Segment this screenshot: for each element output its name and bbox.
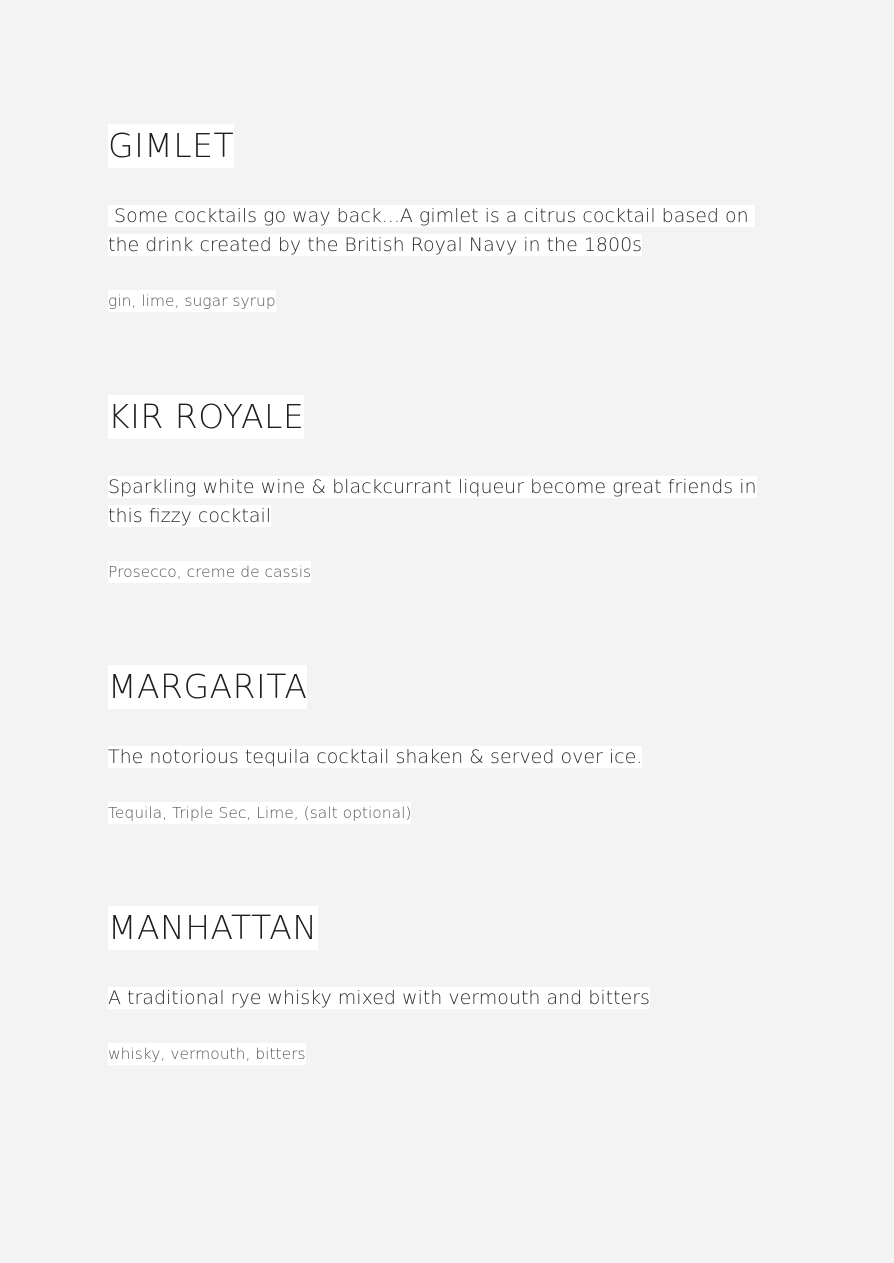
cocktail-name: MARGARITA: [108, 665, 307, 709]
cocktail-name: GIMLET: [108, 124, 234, 168]
menu-item-margarita: [108, 665, 788, 824]
cocktail-description: The notorious tequila cocktail shaken & served over ice.: [108, 746, 643, 768]
menu-item-manhattan: [108, 906, 788, 1065]
cocktail-description: A traditional rye whisky mixed with vermouth and bitters: [108, 987, 650, 1009]
menu-item-gimlet: [108, 124, 788, 312]
cocktail-description: Some cocktails go way back...A gimlet is a citrus cocktail based on the drink created by the British Royal Navy in the 1800s: [108, 205, 755, 256]
cocktail-name: MANHATTAN: [108, 906, 318, 950]
cocktail-name: KIR ROYALE: [108, 395, 304, 439]
cocktail-ingredients: gin, lime, sugar syrup: [108, 292, 276, 310]
menu-item-kir-royale: [108, 395, 788, 583]
cocktail-ingredients: whisky, vermouth, bitters: [108, 1045, 306, 1063]
cocktail-ingredients: Prosecco, creme de cassis: [108, 563, 312, 581]
cocktail-description: Sparkling white wine & blackcurrant liqueur become great friends in this fizzy cocktail: [108, 476, 757, 527]
cocktail-ingredients: Tequila, Triple Sec, Lime, (salt optional): [108, 804, 412, 822]
